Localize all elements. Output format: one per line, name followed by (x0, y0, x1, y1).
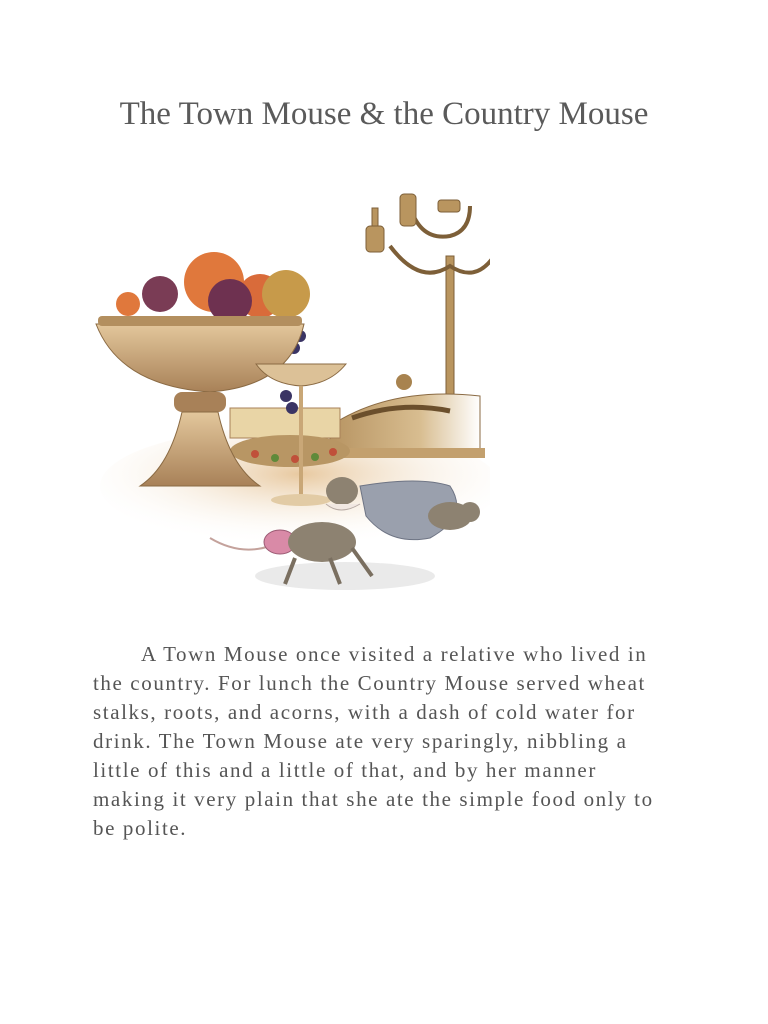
story-paragraph: A Town Mouse once visited a relative who lived in the country. For lunch the Country Mouse served wheat stalks, roots, and acorns, with a dash of cold water for drink. The Town Mouse ate very sparingly, nibbling a little of this and a little of that, and by her manner making it very plain that she ate the simple food only to be polite. (93, 642, 654, 840)
country-mouse (288, 522, 356, 562)
page-title: The Town Mouse & the Country Mouse (119, 96, 649, 132)
tart-plate (230, 408, 350, 467)
banquet-illustration (90, 186, 490, 606)
banquet-illustration-svg (90, 186, 490, 606)
candelabra (366, 194, 490, 407)
